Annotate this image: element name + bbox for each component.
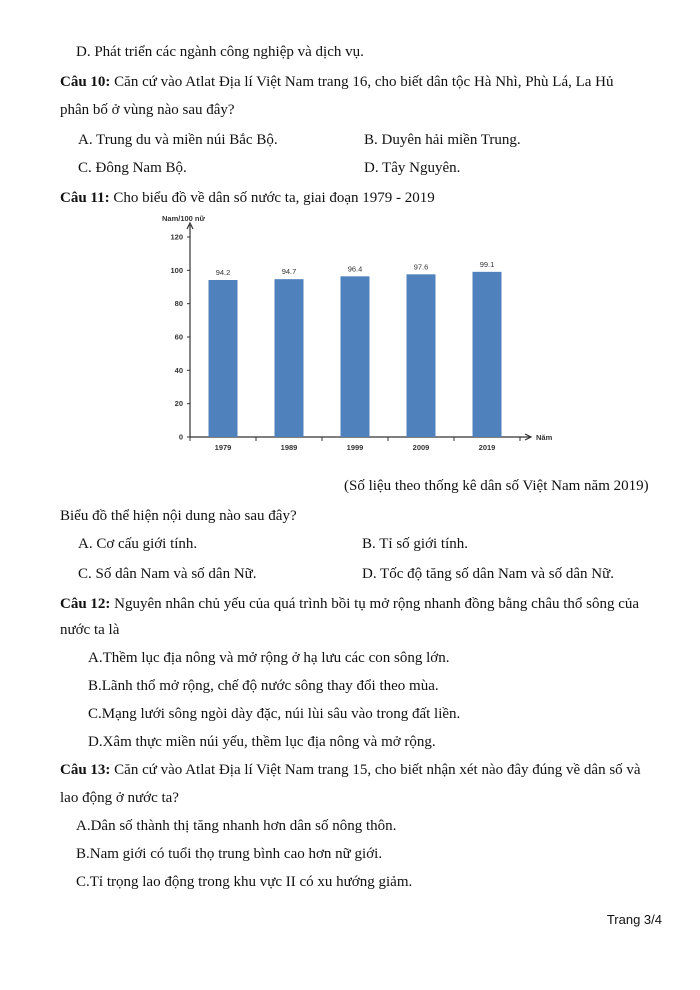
question-text: Cho biểu đồ về dân số nước ta, giai đoạn 1979 - 2019 [113,190,435,206]
option-letter: B. [88,678,102,694]
x-tick-label: 2019 [478,443,496,452]
q12-option-d [88,732,436,752]
q10-option-d: D. Tây Nguyên. [364,160,461,176]
question-11 [60,188,435,208]
question-label: Câu 12: [60,596,111,612]
question-text: nước ta là [60,622,120,638]
q11-option-b: B. Tỉ số giới tính. [362,536,469,552]
option-text: Phát triển các ngành công nghiệp và dịch vụ. [94,44,364,60]
y-tick-label: 40 [174,365,183,375]
q13-option-b [76,844,382,864]
page-number: Trang 3/4 [606,912,662,927]
x-tick-label: 1999 [346,443,364,452]
option-text: Thềm lục địa nông và mở rộng ở hạ lưu các con sông lớn. [102,650,450,666]
y-tick-label: 80 [174,299,183,309]
q13-option-a [76,816,396,836]
question-label: Câu 10: [60,74,111,90]
option-letter: C. [76,874,90,890]
y-tick-label: 100 [170,265,183,275]
option-letter: C. [88,706,102,722]
q12-option-c [88,704,460,724]
bar-value-label: 96.4 [347,264,363,274]
option-letter: A. [76,818,91,834]
question-text: Căn cứ vào Atlat Địa lí Việt Nam trang 16, cho biết dân tộc Hà Nhì, Phù Lá, La Hủ [114,74,614,90]
q9-option-d [76,42,364,62]
q11-option-c: C. Số dân Nam và số dân Nữ. [78,566,257,582]
bar-value-label: 94.7 [281,267,297,277]
y-axis-label: Nam/100 nữ [162,214,205,223]
q10-option-a: A. Trung du và miền núi Bắc Bộ. [78,132,278,148]
option-text: Xâm thực miền núi yếu, thềm lục địa nông và mở rộng. [102,734,436,750]
q13-option-c [76,872,412,892]
option-text: Dân số thành thị tăng nhanh hơn dân số nông thôn. [90,818,397,834]
question-13 [60,760,641,780]
y-tick-label: 0 [178,432,183,442]
question-label: Câu 11: [60,190,110,206]
bar [209,280,238,437]
bar-value-label: 99.1 [479,259,495,269]
y-tick-label: 20 [174,399,183,409]
q11-option-a: A. Cơ cấu giới tính. [78,536,198,552]
bar-value-label: 94.2 [215,268,231,277]
question-12-cont [60,620,119,640]
question-text: phân bố ở vùng nào sau đây? [60,102,235,118]
q11-option-d: D. Tốc độ tăng số dân Nam và số dân Nữ. [362,566,614,582]
q10-option-c: C. Đông Nam Bộ. [78,160,187,176]
option-text: Mạng lưới sông ngòi dày đặc, núi lùi sâu vào trong đất liền. [101,706,461,722]
q10-option-b: B. Duyên hải miền Trung. [364,132,521,148]
option-text: Tỉ trọng lao động trong khu vực II có xu hướng giảm. [89,874,413,890]
question-10 [60,72,614,92]
bar-value-label: 97.6 [413,262,429,272]
question-text: Nguyên nhân chủ yếu của quá trình bồi tụ mở rộng nhanh đồng bằng châu thổ sông của [114,596,640,612]
question-13-cont [60,788,179,808]
bar [407,274,436,437]
x-axis-label: Năm [536,433,553,442]
option-letter: D. [88,734,103,750]
sex-ratio-bar-chart [160,212,560,462]
question-text: lao động ở nước ta? [60,790,179,806]
option-letter: A. [88,650,103,666]
x-tick-label: 1979 [214,443,232,452]
y-tick-label: 120 [170,232,183,242]
y-tick-label: 60 [174,332,183,342]
x-tick-label: 2009 [412,443,430,452]
bar [275,279,304,437]
x-tick-label: 1989 [280,443,298,452]
q12-option-a [88,648,449,668]
option-letter: B. [76,846,90,862]
question-12 [60,594,639,614]
q12-option-b [88,676,439,696]
question-text: Căn cứ vào Atlat Địa lí Việt Nam trang 15, cho biết nhận xét nào đây đúng về dân số và [114,762,641,778]
bar [341,276,370,437]
option-letter: D. [76,44,91,60]
question-10-cont [60,100,235,120]
option-text: Nam giới có tuổi thọ trung bình cao hơn nữ giới. [89,846,383,862]
option-text: Lãnh thổ mở rộng, chế độ nước sông thay đổi theo mùa. [101,678,439,694]
bar [473,272,502,437]
question-label: Câu 13: [60,762,111,778]
chart-source-note: (Số liệu theo thống kê dân số Việt Nam năm 2019) [344,478,649,494]
question-11-prompt: Biểu đồ thể hiện nội dung nào sau đây? [60,508,297,524]
